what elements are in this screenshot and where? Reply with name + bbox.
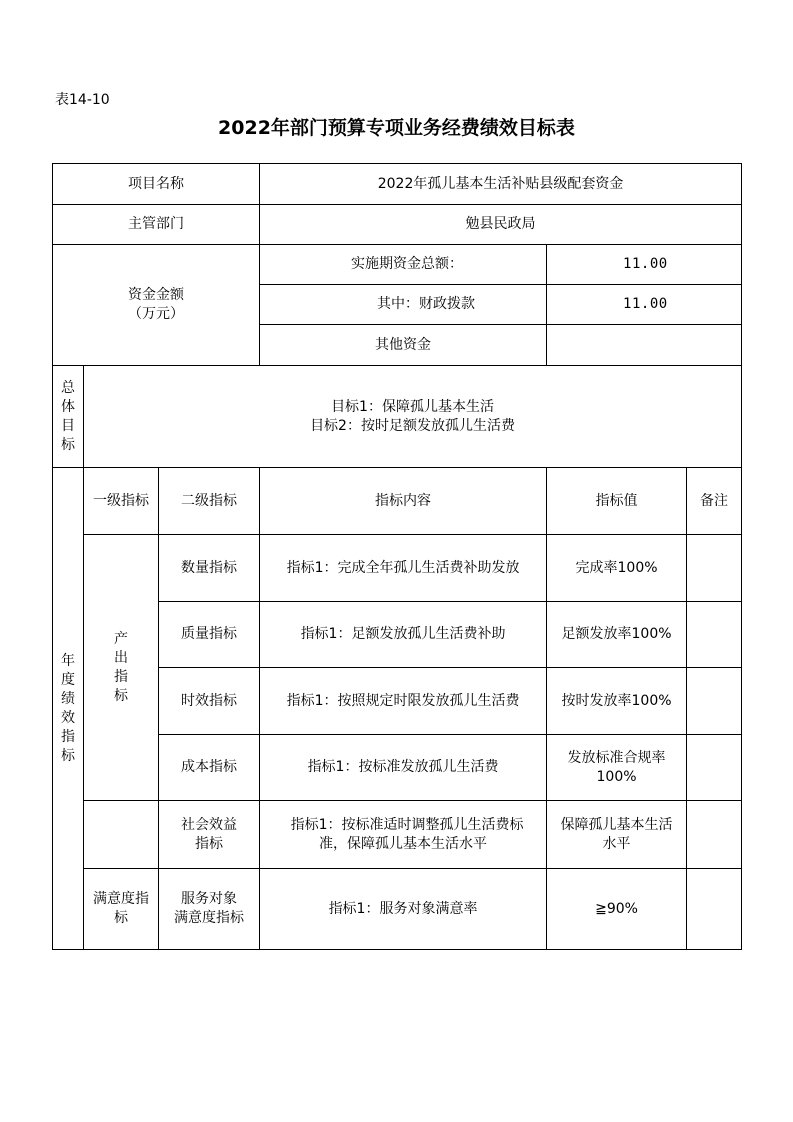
row-remark bbox=[687, 801, 742, 869]
row-content: 指标1：按照规定时限发放孤儿生活费 bbox=[260, 668, 547, 735]
department-row bbox=[53, 205, 742, 245]
overall-goal-line2: 目标2：按时足额发放孤儿生活费 bbox=[310, 417, 515, 434]
row-value-line2: 100% bbox=[596, 768, 637, 785]
table-row bbox=[53, 535, 742, 602]
social-level2-line2: 指标 bbox=[195, 835, 224, 852]
funds-other-value bbox=[547, 325, 742, 366]
funds-label-line1: 资金金额 bbox=[128, 287, 185, 303]
social-content bbox=[260, 801, 547, 869]
funds-other-label: 其他资金 bbox=[260, 325, 547, 366]
social-content-line2: 准，保障孤儿基本生活水平 bbox=[319, 835, 488, 852]
row-remark bbox=[687, 602, 742, 668]
performance-target-table bbox=[52, 163, 742, 950]
funds-total-value: 11.00 bbox=[547, 245, 742, 285]
row-level2: 时效指标 bbox=[159, 668, 260, 735]
header-value: 指标值 bbox=[547, 468, 687, 535]
row-value: 足额发放率100% bbox=[547, 602, 687, 668]
social-value-line2: 水平 bbox=[602, 835, 631, 852]
row-content: 指标1：按标准发放孤儿生活费 bbox=[260, 735, 547, 801]
social-level2-line1: 社会效益 bbox=[181, 816, 238, 833]
row-level2: 数量指标 bbox=[159, 535, 260, 602]
satisfaction-level1 bbox=[84, 869, 159, 950]
overall-goal-label bbox=[53, 366, 84, 468]
row-value: 按时发放率100% bbox=[547, 668, 687, 735]
row-remark bbox=[687, 668, 742, 735]
header-content: 指标内容 bbox=[260, 468, 547, 535]
satisfaction-level1-line2: 标 bbox=[114, 910, 128, 926]
satisfaction-level2-line2: 满意度指标 bbox=[174, 910, 245, 926]
table-row bbox=[53, 869, 742, 950]
document-title: 2022年部门预算专项业务经费绩效目标表 bbox=[218, 117, 575, 139]
social-value bbox=[547, 801, 687, 869]
funds-total-label: 实施期资金总额： bbox=[260, 245, 547, 285]
row-remark bbox=[687, 735, 742, 801]
project-name-value: 2022年孤儿基本生活补贴县级配套资金 bbox=[260, 164, 742, 205]
overall-goal-line1: 目标1：保障孤儿基本生活 bbox=[331, 398, 494, 415]
department-value: 勉县民政局 bbox=[260, 205, 742, 245]
row-value: 完成率100% bbox=[547, 535, 687, 602]
satisfaction-content: 指标1：服务对象满意率 bbox=[260, 869, 547, 950]
row-value bbox=[547, 735, 687, 801]
annual-indicator-label bbox=[53, 468, 84, 950]
satisfaction-value: ≧90% bbox=[547, 869, 687, 950]
row-level2: 成本指标 bbox=[159, 735, 260, 801]
funds-total-row bbox=[53, 245, 742, 285]
overall-goal-content bbox=[84, 366, 742, 468]
table-number: 表14-10 bbox=[55, 92, 110, 108]
funds-fiscal-label: 其中：财政拨款 bbox=[260, 285, 547, 325]
table-row bbox=[53, 801, 742, 869]
output-indicator-label-text: 产 出 指 标 bbox=[114, 630, 128, 704]
satisfaction-level1-line1: 满意度指 bbox=[93, 891, 149, 907]
department-label: 主管部门 bbox=[53, 205, 260, 245]
row-content: 指标1：完成全年孤儿生活费补助发放 bbox=[260, 535, 547, 602]
annual-indicator-label-text: 年 度 绩 效 指 标 bbox=[61, 652, 75, 764]
funds-fiscal-value: 11.00 bbox=[547, 285, 742, 325]
output-indicator-label bbox=[84, 535, 159, 801]
annual-header-row bbox=[53, 468, 742, 535]
satisfaction-level2 bbox=[159, 869, 260, 950]
row-level2: 质量指标 bbox=[159, 602, 260, 668]
row-value-line1: 发放标准合规率 bbox=[567, 749, 666, 766]
header-level2: 二级指标 bbox=[159, 468, 260, 535]
row-content: 指标1：足额发放孤儿生活费补助 bbox=[260, 602, 547, 668]
header-level1: 一级指标 bbox=[84, 468, 159, 535]
overall-goal-label-text: 总 体 目 标 bbox=[61, 379, 75, 453]
funds-label bbox=[53, 245, 260, 366]
satisfaction-level2-line1: 服务对象 bbox=[181, 891, 238, 907]
row-remark bbox=[687, 869, 742, 950]
row-remark bbox=[687, 535, 742, 602]
social-level1 bbox=[84, 801, 159, 869]
social-value-line1: 保障孤儿基本生活 bbox=[560, 816, 673, 833]
project-name-label: 项目名称 bbox=[53, 164, 260, 205]
overall-goal-row bbox=[53, 366, 742, 468]
header-remark: 备注 bbox=[687, 468, 742, 535]
project-name-row bbox=[53, 164, 742, 205]
social-level2 bbox=[159, 801, 260, 869]
social-content-line1: 指标1：按标准适时调整孤儿生活费标 bbox=[290, 816, 524, 833]
funds-label-line2: （万元） bbox=[128, 306, 185, 322]
